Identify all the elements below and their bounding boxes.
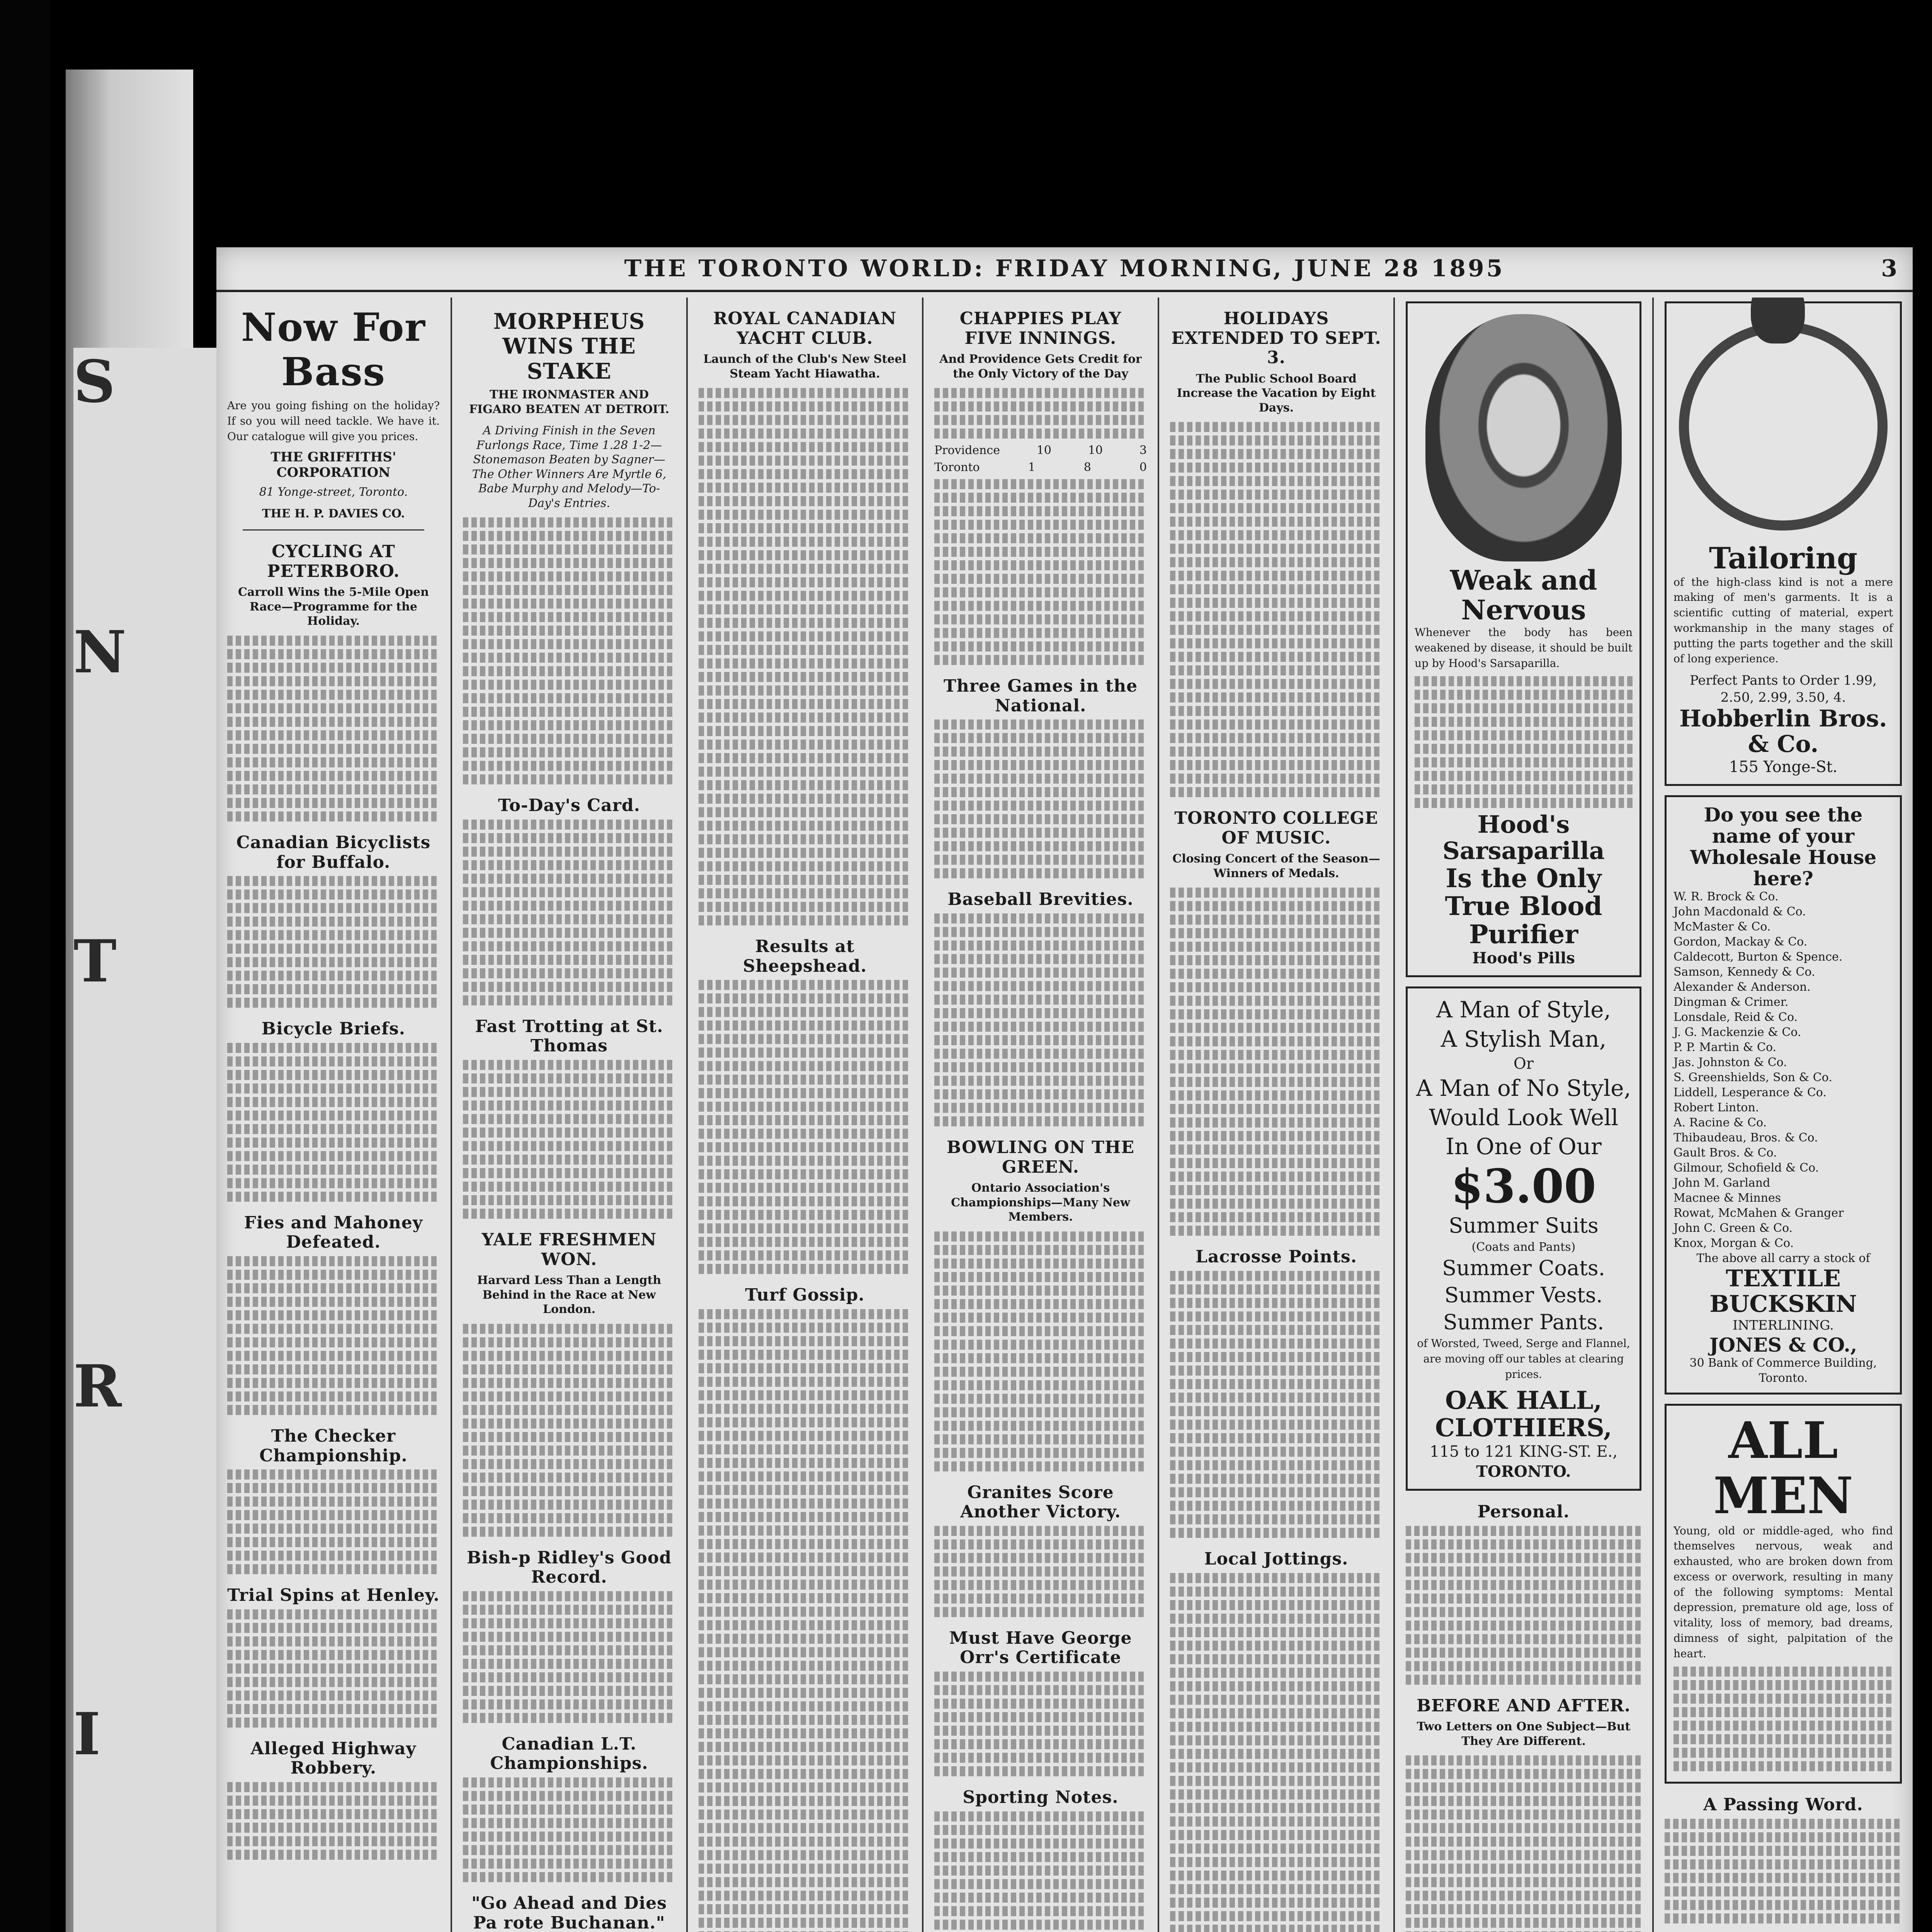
wholesaler-item: Samson, Kennedy & Co.: [1673, 965, 1815, 979]
page-number: 3: [1881, 255, 1897, 282]
wholesaler-item: P. P. Martin & Co.: [1673, 1041, 1777, 1054]
ad-line: A Man of Style,: [1436, 997, 1611, 1023]
advertiser-sub: THE H. P. DAVIES CO.: [262, 507, 405, 520]
wholesaler-item: Dingman & Crimer.: [1673, 995, 1789, 1009]
hits: 10: [1088, 444, 1103, 457]
wholesaler-list: [1673, 889, 1893, 1251]
ad-item-note: (Coats and Pants): [1471, 1240, 1576, 1254]
oak-hall-ad: [1406, 986, 1641, 1491]
ad-line: In One of Our: [1446, 1133, 1602, 1160]
masthead-title: THE TORONTO WORLD: FRIDAY MORNING, JUNE 28 1895: [624, 255, 1505, 282]
headline: Fies and Mahoney Defeated.: [244, 1213, 423, 1252]
headline: ROYAL CANADIAN YACHT CLUB.: [713, 309, 897, 348]
ad-title: ALL MEN: [1713, 1410, 1853, 1525]
ad-address: 155 Yonge-St.: [1729, 758, 1838, 776]
headline: Canadian Bicyclists for Buffalo.: [236, 832, 431, 872]
column-3: [688, 298, 923, 1932]
headline: Granites Score Another Victory.: [960, 1482, 1121, 1522]
headline: CYCLING AT PETERBORO.: [267, 542, 400, 581]
headline: Trial Spins at Henley.: [227, 1585, 440, 1605]
subheadline: Two Letters on One Subject—But They Are Different.: [1417, 1720, 1631, 1748]
wholesaler-item: Gilmour, Schofield & Co.: [1673, 1161, 1819, 1175]
runs: 1: [1028, 460, 1036, 474]
ad-footer: The above all carry a stock of: [1696, 1252, 1870, 1265]
ad-brand: Hood's Sarsaparilla: [1442, 810, 1605, 865]
score-row: [934, 459, 1147, 476]
headline: Results at Sheepshead.: [743, 937, 867, 976]
ad-product-sub: INTERLINING.: [1733, 1318, 1834, 1333]
all-men-ad: [1665, 1404, 1902, 1784]
column-4: [923, 298, 1159, 1932]
wholesaler-item: Lonsdale, Reid & Co.: [1673, 1010, 1798, 1024]
ad-city: TORONTO.: [1476, 1463, 1571, 1481]
prev-page-fragment: T: [73, 927, 117, 995]
errors: 0: [1139, 460, 1147, 474]
headline: Now For Bass: [241, 304, 426, 395]
headline: Canadian L.T. Championships.: [490, 1734, 648, 1774]
hoods-ad: [1406, 301, 1641, 977]
wholesaler-item: Jas. Johnston & Co.: [1673, 1056, 1787, 1070]
headline: Baseball Brevities.: [947, 889, 1134, 910]
ad-item: Summer Vests.: [1444, 1282, 1603, 1307]
column-7: [1654, 298, 1913, 1932]
headline: Three Games in the National.: [943, 676, 1138, 716]
headline: Alleged Highway Robbery.: [250, 1738, 417, 1778]
subheadline: Launch of the Club's New Steel Steam Yacht Hiawatha.: [703, 352, 906, 381]
headline: TORONTO COLLEGE OF MUSIC.: [1174, 808, 1378, 848]
headline: "Go Ahead and Dies Pa rote Buchanan.": [471, 1893, 667, 1932]
ring-illustration: [1679, 322, 1888, 531]
ad-price: $3.00: [1451, 1159, 1596, 1214]
headline: BOWLING ON THE GREEN.: [946, 1137, 1135, 1177]
column-1: [216, 298, 452, 1932]
wholesaler-item: Robert Linton.: [1673, 1101, 1759, 1115]
wholesaler-item: Macnee & Minnes: [1673, 1191, 1781, 1205]
subheadline: Ontario Association's Championships—Many New Members.: [951, 1181, 1130, 1224]
headline: Turf Gossip.: [745, 1285, 865, 1305]
ad-body: Whenever the body has been weakened by disease, it should be built up by Hood's Sarsaparilla.: [1415, 626, 1633, 670]
wholesaler-item: Thibaudeau, Bros. & Co.: [1673, 1131, 1818, 1145]
columns: [216, 298, 1913, 1932]
headline: A Passing Word.: [1703, 1795, 1863, 1815]
subheadline: THE IRONMASTER AND FIGARO BEATEN AT DETROIT.: [469, 388, 670, 416]
ad-line: Or: [1514, 1055, 1534, 1073]
ad-item: Summer Pants.: [1443, 1310, 1604, 1334]
divider: [243, 529, 424, 531]
masthead: [216, 247, 1913, 292]
ad-address: 115 to 121 KING-ST. E.,: [1429, 1443, 1618, 1461]
ad-body: of the high-class kind is not a mere making of men's garments. It is a scientific cutting of material, expert workmanship in the many stages of putting the parts together and the skill of long experience.: [1673, 575, 1893, 665]
subheadline: And Providence Gets Credit for the Only Victory of the Day: [939, 352, 1142, 381]
ad-line: A Stylish Man,: [1440, 1026, 1607, 1052]
subheadline: A Driving Finish in the Seven Furlongs Race, Time 1.28 1-2—Stonemason Beaten by Sagner—The Other Winners Are Myrtle 6, Babe Murphy and Melody—To-Day's Entries.: [472, 424, 667, 510]
column-2: [452, 298, 688, 1932]
advertiser-name: THE GRIFFITHS' CORPORATION: [270, 449, 396, 481]
wholesaler-item: Gordon, Mackay & Co.: [1673, 935, 1808, 949]
prev-page-fragment: S: [73, 348, 116, 416]
wholesaler-item: A. Racine & Co.: [1673, 1116, 1767, 1130]
headline: Bicycle Briefs.: [261, 1019, 406, 1039]
previous-page-edge: [73, 348, 220, 1932]
ad-title: Weak and Nervous: [1450, 564, 1597, 626]
wholesaler-item: Gault Bros. & Co.: [1673, 1146, 1777, 1160]
prev-page-fragment: I: [73, 1700, 101, 1768]
headline: Fast Trotting at St. Thomas: [475, 1016, 663, 1056]
ad-pills: Hood's Pills: [1472, 949, 1575, 968]
subheadline: The Public School Board Increase the Vacation by Eight Days.: [1177, 372, 1376, 415]
ad-line: A Man of No Style,: [1416, 1075, 1631, 1102]
headline: To-Day's Card.: [498, 796, 640, 816]
ad-product: TEXTILE BUCKSKIN: [1709, 1265, 1857, 1318]
wholesaler-item: John C. Green & Co.: [1673, 1221, 1793, 1235]
column-5: [1159, 298, 1395, 1932]
wholesaler-item: McMaster & Co.: [1673, 920, 1771, 934]
errors: 3: [1139, 444, 1147, 457]
ad-item: Summer Suits: [1449, 1213, 1599, 1238]
ad-title: Do you see the name of your Wholesale House here?: [1690, 803, 1877, 890]
ad-body: Young, old or middle-aged, who find themselves nervous, weak and exhausted, who are broken down from excess or overwork, resulting in many of the following symptoms: Mental depression, premature old age, loss of vitality, loss of memory, bad dreams, dimness of sight, palpitation of the heart.: [1673, 1524, 1893, 1660]
subheadline: Harvard Less Than a Length Behind in the Race at New London.: [477, 1274, 662, 1316]
ad-slogan: Is the Only True Blood Purifier: [1445, 863, 1602, 949]
wholesaler-item: Knox, Morgan & Co.: [1673, 1236, 1794, 1250]
hobberlin-ad: [1665, 301, 1902, 786]
wholesaler-item: John M. Garland: [1673, 1176, 1770, 1190]
headline: MORPHEUS WINS THE STAKE: [493, 309, 645, 384]
ad-seller-address: 30 Bank of Commerce Building, Toronto.: [1689, 1356, 1877, 1385]
article-text: Are you going fishing on the holiday? If so you will need tackle. We have it. Our catalogue will give you prices.: [227, 399, 440, 443]
wholesaler-item: John Macdonald & Co.: [1673, 905, 1806, 919]
prev-page-fragment: R: [73, 1352, 122, 1420]
headline: The Checker Championship.: [259, 1426, 408, 1466]
advertiser-address: 81 Yonge-street, Toronto.: [259, 485, 408, 499]
runs: 10: [1036, 444, 1051, 457]
ad-offer: Perfect Pants to Order 1.99, 2.50, 2.99, 3.50, 4.: [1690, 673, 1877, 706]
headline: Lacrosse Points.: [1196, 1247, 1357, 1267]
headline: Local Jottings.: [1204, 1549, 1349, 1569]
wholesaler-item: J. G. Mackenzie & Co.: [1673, 1026, 1801, 1039]
headline: BEFORE AND AFTER.: [1416, 1696, 1631, 1716]
headline: HOLIDAYS EXTENDED TO SEPT. 3.: [1171, 309, 1381, 368]
ad-store: Hobberlin Bros. & Co.: [1679, 705, 1887, 758]
portrait-illustration: [1425, 314, 1622, 561]
team-name: Toronto: [934, 460, 980, 474]
wholesaler-item: Caldecott, Burton & Spence.: [1673, 950, 1843, 964]
column-6: [1395, 298, 1654, 1932]
prev-page-fragment: N: [73, 618, 127, 686]
ad-seller: JONES & CO.,: [1709, 1333, 1857, 1356]
wholesaler-item: S. Greenshields, Son & Co.: [1673, 1071, 1832, 1085]
headline: Bish-p Ridley's Good Record.: [467, 1548, 672, 1587]
newspaper-page: [216, 247, 1913, 1932]
headline: YALE FRESHMEN WON.: [481, 1230, 657, 1269]
ad-item: Summer Coats.: [1442, 1255, 1605, 1280]
headline: Sporting Notes.: [963, 1787, 1119, 1808]
wholesaler-item: W. R. Brock & Co.: [1673, 890, 1779, 904]
headline: Personal.: [1477, 1502, 1570, 1522]
microfilm-border: [0, 0, 50, 1932]
ad-title: Tailoring: [1709, 541, 1858, 575]
wholesaler-item: Rowat, McMahen & Granger: [1673, 1206, 1844, 1220]
team-name: Providence: [934, 444, 1000, 457]
wholesale-ad: [1665, 795, 1902, 1394]
ad-store: OAK HALL, CLOTHIERS,: [1435, 1386, 1612, 1442]
score-row: [934, 442, 1147, 459]
ad-note: of Worsted, Tweed, Serge and Flannel, are moving off our tables at clearing prices.: [1417, 1337, 1630, 1381]
wholesaler-item: Alexander & Anderson.: [1673, 980, 1811, 994]
headline: Must Have George Orr's Certificate: [949, 1628, 1132, 1668]
subheadline: Carroll Wins the 5-Mile Open Race—Programme for the Holiday.: [238, 585, 429, 628]
hits: 8: [1083, 460, 1091, 474]
ad-line: Would Look Well: [1429, 1104, 1619, 1131]
subheadline: Closing Concert of the Season—Winners of Medals.: [1172, 852, 1380, 880]
headline: CHAPPIES PLAY FIVE INNINGS.: [959, 309, 1122, 348]
wholesaler-item: Liddell, Lesperance & Co.: [1673, 1086, 1827, 1100]
